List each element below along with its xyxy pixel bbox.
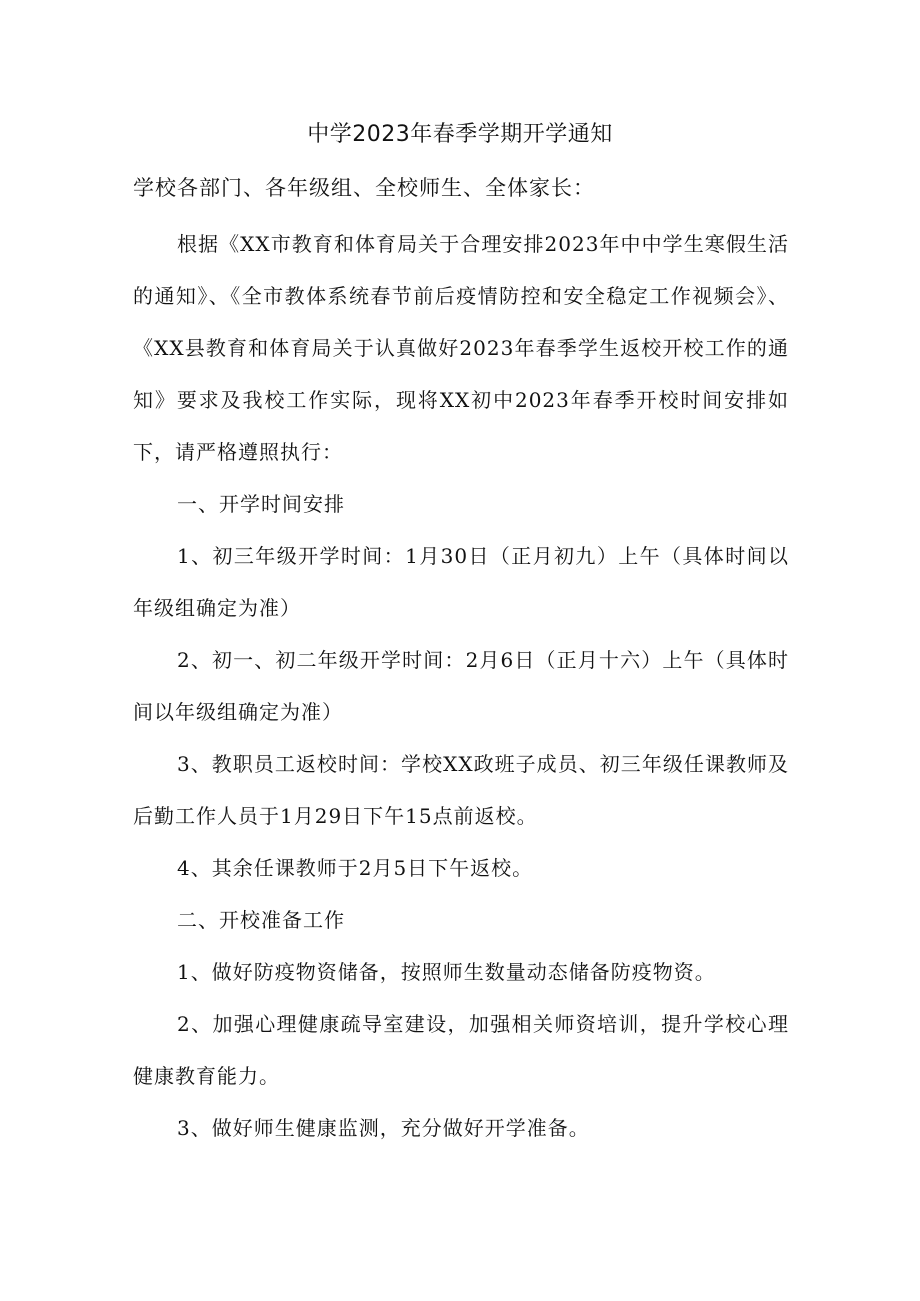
salutation: 学校各部门、各年级组、全校师生、全体家长： — [133, 176, 595, 200]
intro-paragraph: 根据《XX市教育和体育局关于合理安排2023年中中学生寒假生活的通知》、《全市教体系统春节前后疫情防控和安全稳定工作视频会》、《XX县教育和体育局关于认真做好2023年春季学生返校开校工作的通知》要求及我校工作实际，现将XX初中2023年春季开校时间安排如下，请严格遵照执行： — [133, 232, 789, 464]
paragraph-grade9-start: 1、初三年级开学时间：1月30日（正月初九）上午（具体时间以年级组确定为准） — [133, 544, 789, 620]
paragraph-health-monitoring: 3、做好师生健康监测，充分做好开学准备。 — [177, 1116, 590, 1140]
paragraph-counseling: 2、加强心理健康疏导室建设，加强相关师资培训，提升学校心理健康教育能力。 — [133, 1012, 789, 1088]
paragraph-supplies: 1、做好防疫物资储备，按照师生数量动态储备防疫物资。 — [177, 960, 716, 984]
document-body — [133, 218, 789, 1154]
paragraph-staff-return: 3、教职员工返校时间：学校XX政班子成员、初三年级任课教师及后勤工作人员于1月29日下午15点前返校。 — [133, 752, 789, 828]
paragraph-other-teachers: 4、其余任课教师于2月5日下午返校。 — [177, 856, 534, 880]
document-title: 中学2023年春季学期开学通知 — [307, 122, 613, 147]
section-heading-schedule: 一、开学时间安排 — [177, 492, 345, 516]
paragraph-grade7-8-start: 2、初一、初二年级开学时间：2月6日（正月十六）上午（具体时间以年级组确定为准） — [133, 648, 789, 724]
section-heading-preparation: 二、开校准备工作 — [177, 908, 345, 932]
